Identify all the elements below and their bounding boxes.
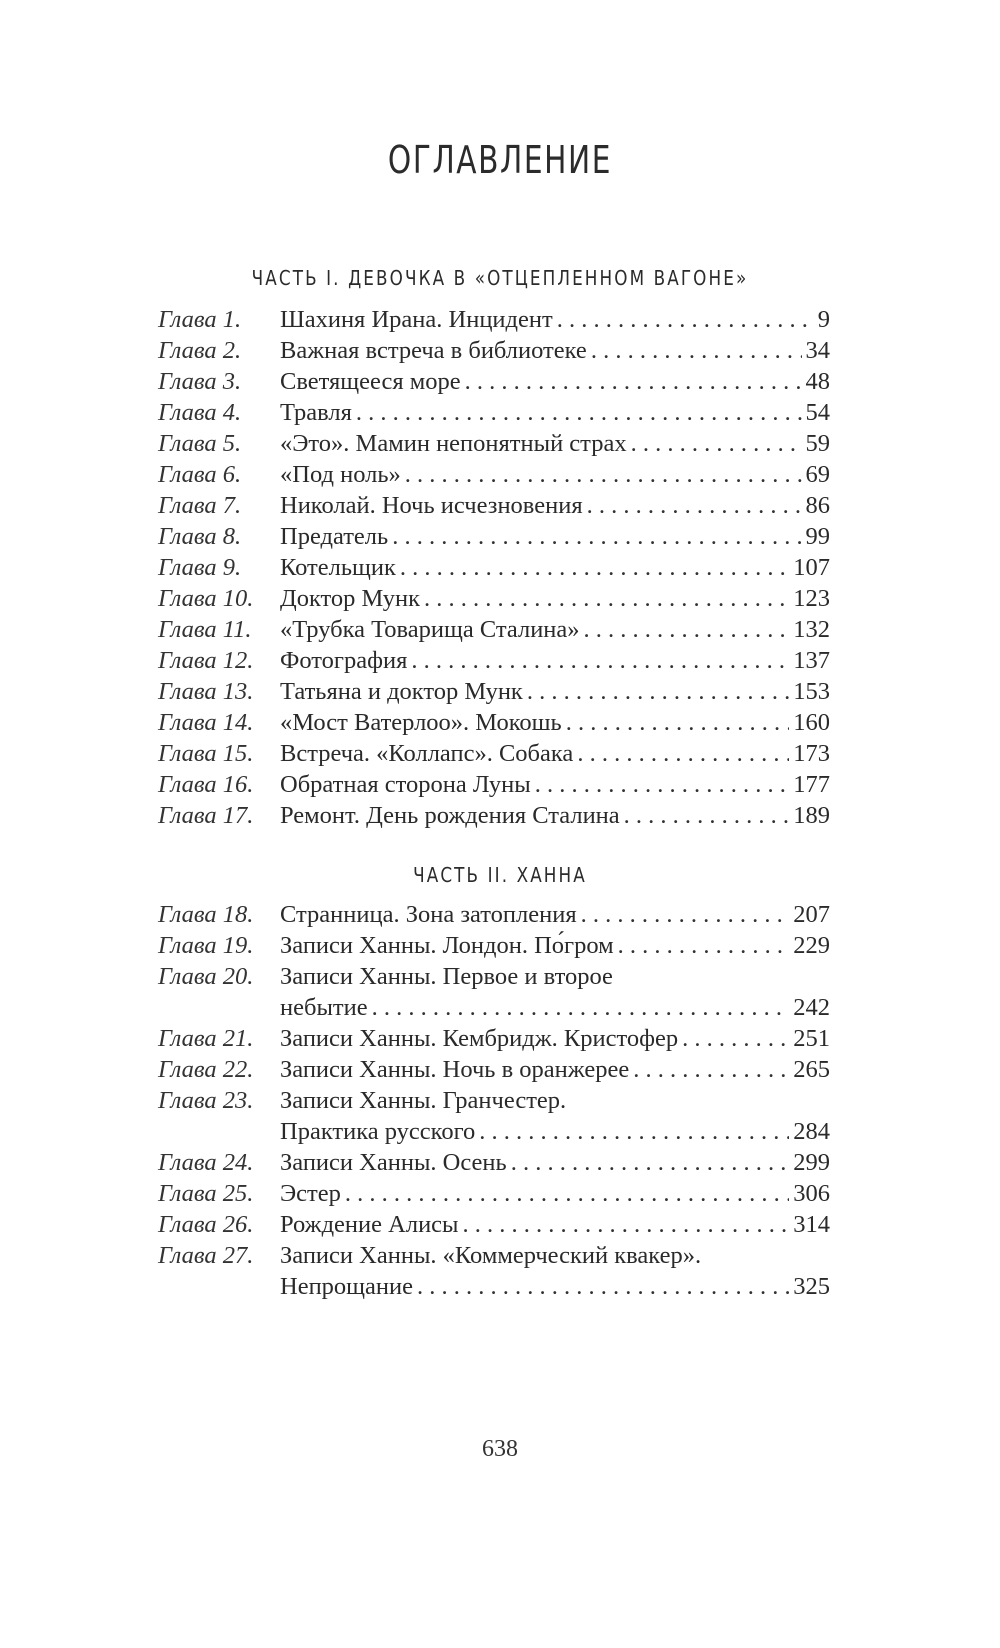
dot-leader <box>345 1178 789 1209</box>
dot-leader <box>581 899 790 930</box>
chapter-number: Глава 23. <box>158 1087 254 1114</box>
chapter-number: Глава 27. <box>158 1242 254 1269</box>
page-ref: 153 <box>793 678 830 705</box>
chapter-number: Глава 22. <box>158 1056 254 1083</box>
chapter-title: Николай. Ночь исчезновения <box>280 492 583 519</box>
toc-entry[interactable] <box>158 490 830 521</box>
page-ref: 177 <box>793 771 830 798</box>
page-ref: 207 <box>793 901 830 928</box>
page-ref: 284 <box>793 1118 830 1145</box>
toc-entry[interactable] <box>158 1147 830 1178</box>
page-ref: 314 <box>793 1211 830 1238</box>
toc-entry[interactable] <box>158 1085 830 1116</box>
dot-leader <box>624 800 790 831</box>
chapter-title: Записи Ханны. Осень <box>280 1149 507 1176</box>
page-ref: 107 <box>793 554 830 581</box>
chapter-title: Записи Ханны. Лондон. По́гром <box>280 932 614 959</box>
toc-entry[interactable] <box>158 335 830 366</box>
page-ref: 99 <box>805 523 830 550</box>
chapter-title: Записи Ханны. Ночь в оранжерее <box>280 1056 630 1083</box>
page-ref: 251 <box>793 1025 830 1052</box>
chapter-title: «Мост Ватерлоо». Мокошь <box>280 709 562 736</box>
chapter-title: Записи Ханны. Первое и второе <box>280 963 613 990</box>
chapter-title: Ремонт. День рождения Сталина <box>280 802 620 829</box>
chapter-title: Записи Ханны. Кембридж. Кристофер <box>280 1025 679 1052</box>
chapter-number: Глава 5. <box>158 430 242 457</box>
page-title: ОГЛАВЛЕНИЕ <box>387 138 613 182</box>
chapter-title-continued: Практика русского <box>280 1118 476 1145</box>
dot-leader <box>587 490 802 521</box>
toc-entry[interactable] <box>158 707 830 738</box>
toc-entry-continuation[interactable] <box>158 1271 830 1302</box>
dot-leader <box>463 1209 790 1240</box>
chapter-number: Глава 14. <box>158 709 254 736</box>
chapter-number: Глава 20. <box>158 963 254 990</box>
dot-leader <box>682 1023 789 1054</box>
dot-leader <box>633 1054 789 1085</box>
chapter-number: Глава 13. <box>158 678 254 705</box>
chapter-number: Глава 6. <box>158 461 242 488</box>
chapter-number: Глава 15. <box>158 740 254 767</box>
chapter-number: Глава 11. <box>158 616 252 643</box>
toc-entry[interactable] <box>158 459 830 490</box>
dot-leader <box>392 521 801 552</box>
chapter-title: Встреча. «Коллапс». Собака <box>280 740 574 767</box>
page-ref: 189 <box>793 802 830 829</box>
chapter-number: Глава 21. <box>158 1025 254 1052</box>
page-ref: 173 <box>793 740 830 767</box>
page-ref: 123 <box>793 585 830 612</box>
chapter-title-continued: Непрощание <box>280 1273 414 1300</box>
page-ref: 9 <box>817 306 830 333</box>
chapter-number: Глава 25. <box>158 1180 254 1207</box>
page-ref: 160 <box>793 709 830 736</box>
dot-leader <box>584 614 790 645</box>
page-ref: 48 <box>805 368 830 395</box>
dot-leader <box>411 645 789 676</box>
chapter-title: Важная встреча в библиотеке <box>280 337 587 364</box>
chapter-number: Глава 1. <box>158 306 242 333</box>
dot-leader <box>527 676 789 707</box>
chapter-title: Странница. Зона затопления <box>280 901 577 928</box>
dot-leader <box>566 707 790 738</box>
chapter-title-continued: небытие <box>280 994 368 1021</box>
toc-entry[interactable] <box>158 1209 830 1240</box>
toc-entry[interactable] <box>158 676 830 707</box>
chapter-number: Глава 4. <box>158 399 242 426</box>
toc-entry[interactable] <box>158 1240 830 1271</box>
chapter-number: Глава 8. <box>158 523 242 550</box>
toc-entry[interactable] <box>158 1023 830 1054</box>
chapter-title: Предатель <box>280 523 389 550</box>
chapter-number: Глава 18. <box>158 901 254 928</box>
chapter-title: Обратная сторона Луны <box>280 771 531 798</box>
toc-entry-continuation[interactable] <box>158 1116 830 1147</box>
chapter-number: Глава 9. <box>158 554 242 581</box>
part-2-heading: ЧАСТЬ II. ХАННА <box>413 863 587 887</box>
chapter-title: Фотография <box>280 647 408 674</box>
toc-entry[interactable] <box>158 930 830 961</box>
toc-entry[interactable] <box>158 521 830 552</box>
dot-leader <box>631 428 802 459</box>
dot-leader <box>577 738 789 769</box>
toc-entry[interactable] <box>158 428 830 459</box>
toc-entry[interactable] <box>158 614 830 645</box>
part-1-heading: ЧАСТЬ I. ДЕВОЧКА В «ОТЦЕПЛЕННОМ ВАГОНЕ» <box>251 266 749 290</box>
chapter-number: Глава 3. <box>158 368 242 395</box>
dot-leader <box>417 1271 789 1302</box>
toc-entry[interactable] <box>158 645 830 676</box>
dot-leader <box>465 366 802 397</box>
dot-leader <box>424 583 789 614</box>
chapter-number: Глава 12. <box>158 647 254 674</box>
page-number: 638 <box>482 1436 518 1462</box>
chapter-number: Глава 17. <box>158 802 254 829</box>
chapter-title: «Трубка Товарища Сталина» <box>280 616 580 643</box>
dot-leader <box>511 1147 790 1178</box>
toc-entry[interactable] <box>158 1178 830 1209</box>
toc-entry[interactable] <box>158 800 830 831</box>
page-ref: 54 <box>805 399 830 426</box>
chapter-title: Татьяна и доктор Мунк <box>280 678 523 705</box>
toc-entry[interactable] <box>158 961 830 992</box>
page-ref: 132 <box>793 616 830 643</box>
chapter-number: Глава 2. <box>158 337 242 364</box>
part-1-toc <box>158 304 830 831</box>
chapter-title: Записи Ханны. «Коммерческий квакер». <box>280 1242 702 1269</box>
toc-entry[interactable] <box>158 304 830 335</box>
chapter-title: Доктор Мунк <box>280 585 420 612</box>
chapter-number: Глава 10. <box>158 585 254 612</box>
chapter-title: Светящееся море <box>280 368 461 395</box>
dot-leader <box>591 335 802 366</box>
toc-entry[interactable] <box>158 552 830 583</box>
toc-entry[interactable] <box>158 899 830 930</box>
chapter-number: Глава 7. <box>158 492 242 519</box>
dot-leader <box>557 304 814 335</box>
page-ref: 137 <box>793 647 830 674</box>
page-ref: 229 <box>793 932 830 959</box>
page-ref: 69 <box>805 461 830 488</box>
toc-entry[interactable] <box>158 583 830 614</box>
page-ref: 325 <box>793 1273 830 1300</box>
page-ref: 34 <box>805 337 830 364</box>
part-2-toc <box>158 899 830 1302</box>
page-ref: 59 <box>805 430 830 457</box>
chapter-title: «Под ноль» <box>280 461 401 488</box>
toc-entry-continuation[interactable] <box>158 992 830 1023</box>
dot-leader <box>479 1116 789 1147</box>
dot-leader <box>356 397 802 428</box>
chapter-number: Глава 26. <box>158 1211 254 1238</box>
page-ref: 265 <box>793 1056 830 1083</box>
chapter-number: Глава 24. <box>158 1149 254 1176</box>
page-ref: 306 <box>793 1180 830 1207</box>
toc-entry[interactable] <box>158 738 830 769</box>
chapter-title: Котельщик <box>280 554 396 581</box>
chapter-number: Глава 16. <box>158 771 254 798</box>
chapter-title: Записи Ханны. Гранчестер. <box>280 1087 567 1114</box>
chapter-title: Шахиня Ирана. Инцидент <box>280 306 553 333</box>
toc-entry[interactable] <box>158 769 830 800</box>
toc-entry[interactable] <box>158 366 830 397</box>
chapter-title: «Это». Мамин непонятный страх <box>280 430 627 457</box>
chapter-title: Рождение Алисы <box>280 1211 459 1238</box>
chapter-number: Глава 19. <box>158 932 254 959</box>
dot-leader <box>372 992 790 1023</box>
toc-entry[interactable] <box>158 397 830 428</box>
chapter-title: Эстер <box>280 1180 341 1207</box>
page-ref: 299 <box>793 1149 830 1176</box>
dot-leader <box>405 459 802 490</box>
toc-entry[interactable] <box>158 1054 830 1085</box>
chapter-title: Травля <box>280 399 352 426</box>
page-ref: 242 <box>793 994 830 1021</box>
page-ref: 86 <box>805 492 830 519</box>
dot-leader <box>535 769 790 800</box>
dot-leader <box>400 552 789 583</box>
dot-leader <box>618 930 790 961</box>
